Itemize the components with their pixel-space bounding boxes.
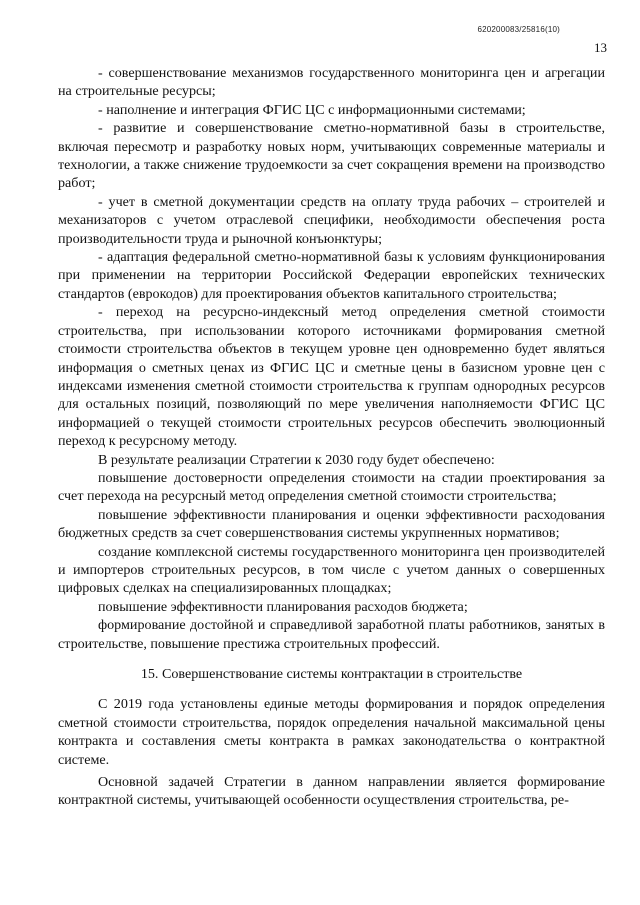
paragraph: - переход на ресурсно-индексный метод определения сметной стоимости строительства, при использовании которого источниками формирования сметной стоимости строительства объектов в текущем уровне цен одновременно будет являться информация о сметных ценах из ФГИС ЦС и сметные цены в базисном уровне цен с индексами изменения сметной стоимости строительства к группам однородных ресурсов для остальных позиций, позволяющий по мере увеличения наполняемости ФГИС ЦС информацией о текущей стоимости строительных ресурсов обеспечить эволюционный переход к ресурсному методу.	[58, 304, 605, 450]
paragraph: Основной задачей Стратегии в данном направлении является формирование контрактной системы, учитывающей особенности осуществления строительства, ре-	[58, 774, 605, 809]
paragraph: - развитие и совершенствование сметно-нормативной базы в строительстве, включая пересмотр и разработку новых норм, учитывающих современные материалы и технологии, а также снижение трудоемкости за счет сокращения времени на производство работ;	[58, 120, 605, 192]
paragraph: повышение достоверности определения стоимости на стадии проектирования за счет перехода на ресурсный метод определения сметной стоимости строительства;	[58, 469, 605, 505]
page-number: 13	[594, 40, 607, 55]
document-body	[58, 64, 605, 810]
section-heading: 15. Совершенствование системы контрактации в строительстве	[140, 666, 523, 682]
paragraph: С 2019 года установлены единые методы формирования и порядок определения сметной стоимости строительства, порядок определения начальной максимальной цены контракта и составления сметы контракта в рамках законодательства о контрактной системе.	[58, 696, 605, 768]
paragraph: повышение эффективности планирования расходов бюджета;	[98, 598, 468, 615]
paragraph: формирование достойной и справедливой заработной платы работников, занятых в строительстве, повышение престижа строительных профессий.	[58, 617, 605, 652]
paragraph: создание комплексной системы государственного мониторинга цен производителей и импортеров строительных ресурсов, в том числе с учетом данных о совершенных цифровых сделках на специализированных площадках;	[58, 543, 605, 597]
document-id: 620200083/25816(10)	[477, 25, 560, 34]
paragraph: - совершенствование механизмов государственного мониторинга цен и агрегации на строительные ресурсы;	[58, 65, 605, 100]
paragraph: повышение эффективности планирования и оценки эффективности расходования бюджетных средств за счет совершенствования системы укрупненных нормативов;	[58, 506, 605, 542]
paragraph: - наполнение и интеграция ФГИС ЦС с информационными системами;	[98, 101, 526, 118]
paragraph: В результате реализации Стратегии к 2030 году будет обеспечено:	[98, 451, 495, 468]
paragraph: - учет в сметной документации средств на оплату труда рабочих – строителей и механизаторов с учетом отраслевой специфики, необходимости обеспечения роста производительности труда и рыночной конъюнктуры;	[58, 193, 605, 247]
paragraph: - адаптация федеральной сметно-нормативной базы к условиям функционирования при применении на территории Российской Федерации европейских технических стандартов (еврокодов) для проектирования объектов капитального строительства;	[58, 249, 605, 302]
